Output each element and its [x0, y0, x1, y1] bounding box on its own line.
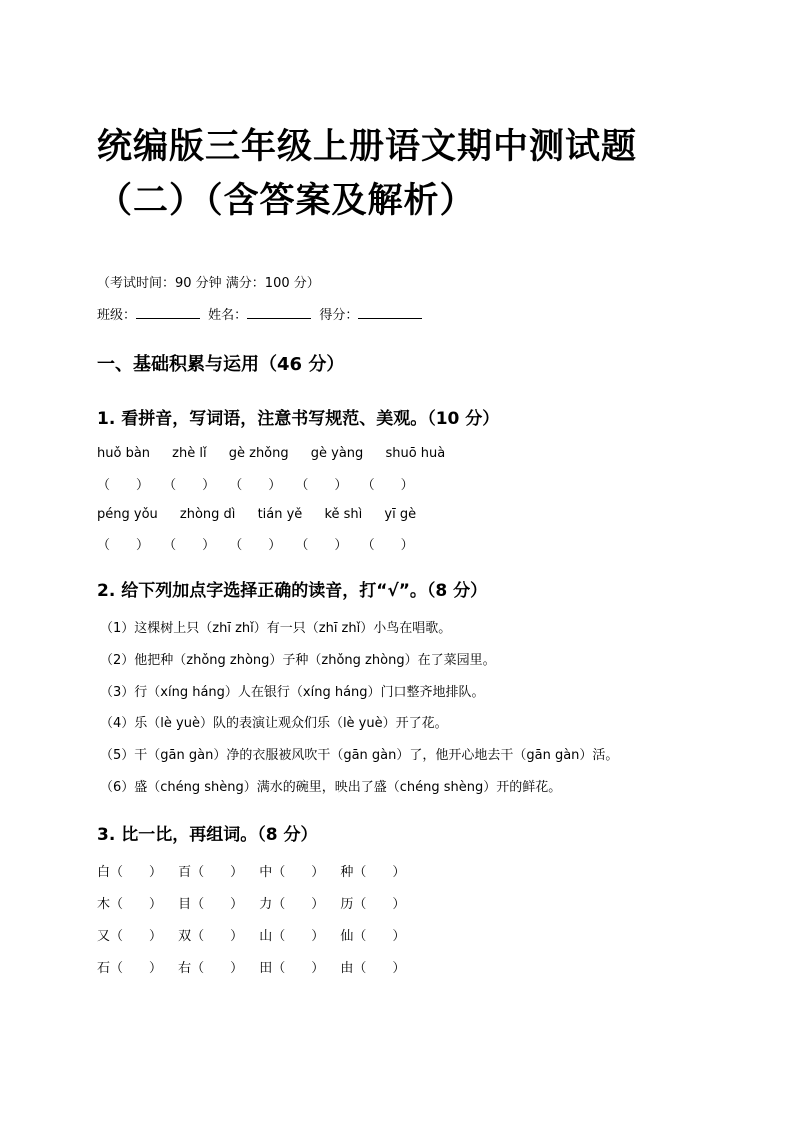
answer-box: （ ）: [97, 538, 150, 553]
compare-item: 石（ ）: [97, 961, 163, 976]
compare-item: 又（ ）: [97, 929, 163, 944]
compare-row: [97, 957, 417, 976]
score-blank: [358, 307, 422, 319]
answer-row-2: [97, 534, 424, 553]
compare-row: [97, 925, 417, 944]
question-2-title: 2. 给下列加点字选择正确的读音，打“√”。（8 分）: [97, 581, 488, 601]
pinyin-row-2: [97, 507, 434, 522]
question-2-item: （1）这棵树上只（zhī zhǐ）有一只（zhī zhǐ）小鸟在唱歌。: [100, 621, 452, 636]
pinyin-item: huǒ bàn: [97, 446, 151, 461]
compare-item: 双（ ）: [178, 929, 244, 944]
class-label: 班级：: [97, 308, 137, 323]
pinyin-item: gè zhǒng: [228, 446, 289, 461]
compare-item: 目（ ）: [178, 897, 244, 912]
compare-item: 力（ ）: [259, 897, 325, 912]
answer-box: （ ）: [361, 538, 414, 553]
answer-box: （ ）: [229, 478, 282, 493]
answer-box: （ ）: [295, 538, 348, 553]
section-heading: 一、基础积累与运用（46 分）: [97, 354, 345, 375]
compare-item: 由（ ）: [340, 961, 406, 976]
compare-item: 白（ ）: [97, 865, 163, 880]
compare-item: 仙（ ）: [340, 929, 406, 944]
pinyin-item: zhòng dì: [179, 507, 236, 522]
compare-item: 木（ ）: [97, 897, 163, 912]
compare-item: 右（ ）: [178, 961, 244, 976]
compare-item: 历（ ）: [340, 897, 406, 912]
pinyin-item: tián yě: [257, 507, 303, 522]
pinyin-item: gè yàng: [310, 446, 364, 461]
answer-box: （ ）: [295, 478, 348, 493]
question-3-title: 3. 比一比，再组词。（8 分）: [97, 825, 318, 845]
pinyin-item: shuō huà: [385, 446, 446, 461]
pinyin-item: zhè lǐ: [172, 446, 207, 461]
compare-row: [97, 893, 417, 912]
question-2-item: （4）乐（lè yuè）队的表演让观众们乐（lè yuè）开了花。: [100, 716, 448, 731]
compare-item: 中（ ）: [259, 865, 325, 880]
pinyin-item: péng yǒu: [97, 507, 158, 522]
question-2-item: （3）行（xíng háng）人在银行（xíng háng）门口整齐地排队。: [100, 685, 485, 700]
page-title: 统编版三年级上册语文期中测试题（二）（含答案及解析）: [97, 127, 638, 221]
question-1-title: 1. 看拼音，写词语，注意书写规范、美观。（10 分）: [97, 409, 500, 429]
answer-box: （ ）: [163, 538, 216, 553]
student-info: [97, 304, 426, 323]
compare-item: 山（ ）: [259, 929, 325, 944]
compare-item: 百（ ）: [178, 865, 244, 880]
question-2-item: （6）盛（chéng shèng）满水的碗里，映出了盛（chéng shèng）开的鲜花。: [100, 780, 562, 795]
compare-item: 种（ ）: [340, 865, 406, 880]
pinyin-item: yī gè: [384, 507, 417, 522]
answer-box: （ ）: [97, 478, 150, 493]
name-label: 姓名：: [208, 308, 248, 323]
question-2-item: （5）干（gān gàn）净的衣服被风吹干（gān gàn）了，他开心地去干（gān gàn）活。: [100, 748, 619, 763]
answer-box: （ ）: [361, 478, 414, 493]
class-blank: [136, 307, 200, 319]
score-label: 得分：: [319, 308, 359, 323]
question-2-item: （2）他把种（zhǒng zhòng）子种（zhǒng zhòng）在了菜园里。: [100, 653, 496, 668]
exam-meta: （考试时间：90 分钟 满分：100 分）: [97, 276, 320, 291]
compare-item: 田（ ）: [259, 961, 325, 976]
answer-box: （ ）: [163, 478, 216, 493]
answer-row-1: [97, 474, 424, 493]
pinyin-row-1: [97, 446, 463, 461]
name-blank: [247, 307, 311, 319]
compare-row: [97, 861, 417, 880]
pinyin-item: kě shì: [324, 507, 363, 522]
answer-box: （ ）: [229, 538, 282, 553]
